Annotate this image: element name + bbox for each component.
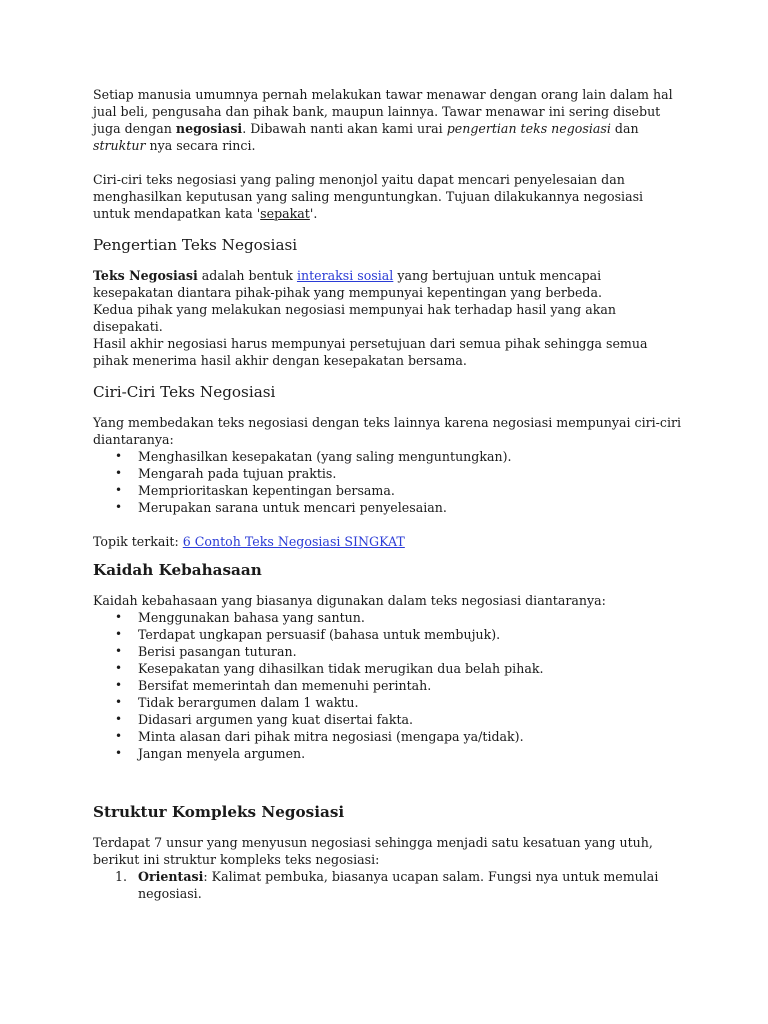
related-topic-link[interactable]: 6 Contoh Teks Negosiasi SINGKAT (182, 534, 405, 549)
ciri-heading: Ciri-Ciri Teks Negosiasi (93, 383, 276, 401)
pengertian-bold-term: Teks Negosiasi (93, 268, 198, 283)
list-number: 1. (115, 869, 128, 884)
intro-text: Setiap manusia umumnya pernah melakukan tawar menawar dengan orang lain dalam hal jual beli, pengusaha dan pihak bank, maupun lainnya. Tawar menawar ini sering disebut juga dengan (93, 87, 673, 136)
ciri-intro: Yang membedakan teks negosiasi dengan teks lainnya karena negosiasi mempunyai ciri-ciri diantaranya: (93, 415, 682, 447)
pengertian-heading: Pengertian Teks Negosiasi (93, 236, 298, 254)
list-item: • Jangan menyela argumen. (93, 745, 683, 762)
intro-paragraph (93, 86, 683, 154)
list-item: • Berisi pasangan tuturan. (93, 643, 683, 660)
list-item: • Mengarah pada tujuan praktis. (93, 465, 683, 482)
list-item: • Bersifat memerintah dan memenuhi perintah. (93, 677, 683, 694)
struktur-list (93, 868, 683, 902)
kaidah-heading: Kaidah Kebahasaan (93, 561, 262, 579)
list-item: • Didasari argumen yang kuat disertai fakta. (93, 711, 683, 728)
struktur-heading: Struktur Kompleks Negosiasi (93, 803, 345, 821)
list-item: • Menggunakan bahasa yang santun. (93, 609, 683, 626)
list-item: • Tidak berargumen dalam 1 waktu. (93, 694, 683, 711)
summary-text: Ciri-ciri teks negosiasi yang paling menonjol yaitu dapat mencari penyelesaian dan menghasilkan keputusan yang saling menguntungkan. Tujuan dilakukannya negosiasi untuk mendapatkan kata ' (93, 172, 644, 221)
summary-text: '. (309, 206, 318, 221)
related-topic (93, 533, 683, 550)
list-item: • Memprioritaskan kepentingan bersama. (93, 482, 683, 499)
pengertian-paragraph (93, 267, 683, 301)
intro-italic-term: pengertian teks negosiasi (446, 121, 611, 136)
interaksi-sosial-link[interactable]: interaksi sosial (296, 268, 394, 283)
ciri-summary-paragraph (93, 171, 683, 222)
intro-text: dan (610, 121, 639, 136)
pengertian-line-2: Kedua pihak yang melakukan negosiasi mempunyai hak terhadap hasil yang akan disepakati. (93, 302, 616, 334)
intro-italic-term: struktur (93, 138, 146, 153)
list-item: • Menghasilkan kesepakatan (yang saling menguntungkan). (93, 448, 683, 465)
ciri-list (93, 448, 683, 516)
intro-text: nya secara rinci. (145, 138, 256, 153)
pengertian-text: adalah bentuk (197, 268, 297, 283)
list-item: • Kesepakatan yang dihasilkan tidak merugikan dua belah pihak. (93, 660, 683, 677)
struktur-intro: Terdapat 7 unsur yang menyusun negosiasi sehingga menjadi satu kesatuan yang utuh, berikut ini struktur kompleks teks negosiasi: (93, 835, 653, 867)
intro-text: . Dibawah nanti akan kami urai (242, 121, 447, 136)
struktur-term: Orientasi (138, 869, 204, 884)
pengertian-line-3: Hasil akhir negosiasi harus mempunyai persetujuan dari semua pihak sehingga semua pihak menerima hasil akhir dengan kesepakatan bersama. (93, 336, 648, 368)
related-label: Topik terkait: (93, 534, 183, 549)
list-item (93, 868, 683, 902)
kaidah-list (93, 609, 683, 762)
intro-bold-term: negosiasi (175, 121, 243, 136)
sepakat-link[interactable]: sepakat (260, 206, 310, 221)
list-item: • Minta alasan dari pihak mitra negosiasi (mengapa ya/tidak). (93, 728, 683, 745)
pengertian-text: yang bertujuan untuk mencapai kesepakatan diantara pihak-pihak yang mempunyai kepentingan yang berbeda. (93, 268, 603, 300)
kaidah-intro: Kaidah kebahasaan yang biasanya digunakan dalam teks negosiasi diantaranya: (93, 593, 606, 608)
list-item: • Merupakan sarana untuk mencari penyelesaian. (93, 499, 683, 516)
list-item: • Terdapat ungkapan persuasif (bahasa untuk membujuk). (93, 626, 683, 643)
struktur-text: : Kalimat pembuka, biasanya ucapan salam. Fungsi nya untuk memulai negosiasi. (138, 869, 659, 901)
article-body (93, 86, 683, 902)
